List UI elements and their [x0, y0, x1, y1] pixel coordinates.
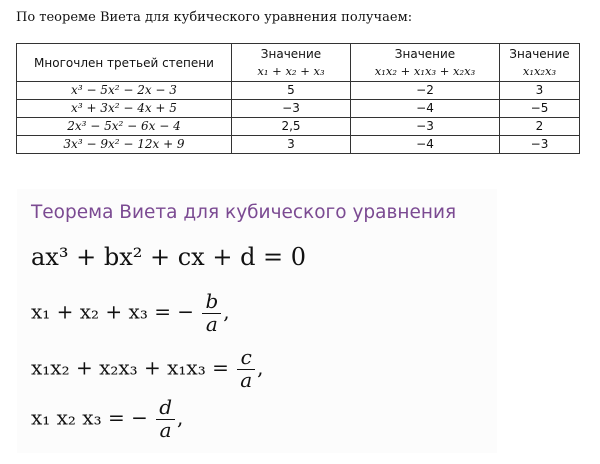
polynomial-cell: x³ − 5x² − 2x − 3 [17, 82, 232, 100]
formula-end: , [257, 355, 264, 380]
formula-end: , [177, 405, 184, 430]
pairs-cell: −3 [351, 118, 500, 136]
header-sum [232, 44, 351, 82]
table-row [17, 136, 580, 154]
sum-cell: 2,5 [232, 118, 351, 136]
table-header [17, 44, 580, 82]
sum-cell: −3 [232, 100, 351, 118]
fraction [202, 291, 221, 335]
product-cell: 3 [500, 82, 580, 100]
vieta-table [16, 43, 580, 154]
formula-lhs: x₁x₂ + x₂x₃ + x₁x₃ = [31, 355, 229, 380]
theorem-panel [17, 189, 497, 453]
formula-lhs: x₁ x₂ x₃ = − [31, 405, 148, 430]
table-row [17, 118, 580, 136]
intro-text: По теореме Виета для кубического уравнения получаем: [16, 10, 413, 25]
fraction-numerator: c [237, 347, 255, 370]
vieta-formula-pairs [31, 347, 264, 391]
vieta-formula-sum [31, 291, 230, 335]
header-formula: x₁x₂x₃ [522, 64, 557, 78]
fraction [237, 347, 255, 391]
sum-cell: 5 [232, 82, 351, 100]
formula-lhs: x₁ + x₂ + x₃ = − [31, 299, 195, 324]
polynomial-cell: 2x³ − 5x² − 6x − 4 [17, 118, 232, 136]
product-cell: 2 [500, 118, 580, 136]
header-label: Значение [394, 47, 456, 61]
formula-end: , [223, 299, 230, 324]
header-label: Значение [509, 47, 570, 61]
fraction-numerator: b [202, 291, 221, 314]
header-formula: x₁x₂ + x₁x₃ + x₂x₃ [374, 64, 476, 78]
header-polynomial [17, 44, 232, 82]
polynomial-cell: x³ + 3x² − 4x + 5 [17, 100, 232, 118]
cubic-equation: ax³ + bx² + cx + d = 0 [31, 243, 307, 271]
polynomial-cell: 3x³ − 9x² − 12x + 9 [17, 136, 232, 154]
product-cell: −3 [500, 136, 580, 154]
pairs-cell: −4 [351, 100, 500, 118]
fraction-denominator: a [159, 417, 172, 442]
header-product [500, 44, 580, 82]
pairs-cell: −2 [351, 82, 500, 100]
header-row [17, 44, 580, 82]
header-label: Значение [260, 47, 322, 61]
theorem-title: Теорема Виета для кубического уравнения [31, 202, 457, 223]
fraction [156, 397, 175, 441]
fraction-numerator: d [156, 397, 175, 420]
product-cell: −5 [500, 100, 580, 118]
header-pairs [351, 44, 500, 82]
fraction-denominator: a [205, 311, 218, 336]
pairs-cell: −4 [351, 136, 500, 154]
table-body [17, 82, 580, 154]
header-label: Многочлен третьей степени [34, 55, 214, 70]
header-formula: x₁ + x₂ + x₃ [257, 64, 325, 78]
sum-cell: 3 [232, 136, 351, 154]
table-row [17, 82, 580, 100]
vieta-formula-product [31, 397, 183, 441]
table-row [17, 100, 580, 118]
fraction-denominator: a [240, 367, 253, 392]
